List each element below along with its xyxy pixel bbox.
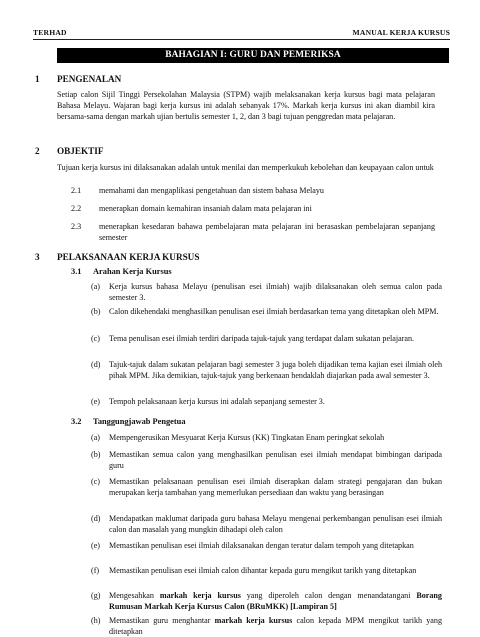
text-run: calon kepada MPM mengikut tarikh yang ditetapkan	[109, 616, 442, 636]
part-banner: BAHAGIAN I: GURU DAN PEMERIKSA	[57, 48, 449, 63]
list-item-text: Memastikan semua calon yang menghasilkan penulisan esei ilmiah mendapat bimbingan daripada guru	[109, 450, 442, 470]
list-item-marker: (a)	[91, 282, 100, 291]
objective-2-1-number: 2.1	[71, 186, 82, 195]
list-item-text: Calon dikehendaki menghasilkan penulisan esei ilmiah berdasarkan tema yang ditetapkan oleh MPM.	[109, 307, 439, 316]
list-item-text: Kerja kursus bahasa Melayu (penulisan esei ilmiah) wajib dilaksanakan oleh semua calon pada semester 3.	[109, 282, 442, 302]
bold-term: Borang Rumusan Markah Kerja Kursus Calon (BRuMKK) [Lampiran 5]	[109, 591, 442, 611]
section-1-body: Setiap calon Sijil Tinggi Persekolahan Malaysia (STPM) wajib melaksanakan kerja kursus bagi mata pelajaran Bahasa Melayu. Wajaran bagi kerja kursus ini adalah sebanyak 17%. Markah kerja kursus ini akan diambil kira bersama-sama dengan markah ujian bertulis semester 1, 2, dan 3 bagi tujuan penggredan mata pelajaran.	[57, 90, 435, 121]
objective-2-2-text: menerapkan domain kemahiran insaniah dalam mata pelajaran ini	[99, 204, 312, 213]
list-item-marker: (b)	[91, 450, 101, 459]
section-3-title: PELAKSANAAN KERJA KURSUS	[57, 252, 200, 262]
subsection-3-1-number: 3.1	[71, 267, 82, 276]
objective-2-3-text: menerapkan kesedaran bahawa pembelajaran mata pelajaran ini berasaskan pembelajaran sepanjang semester	[99, 222, 435, 242]
list-item-marker: (a)	[91, 433, 100, 442]
list-item-marker: (g)	[91, 591, 101, 600]
list-item-marker: (e)	[91, 541, 100, 550]
header-rule	[33, 39, 450, 40]
list-item-text: Mempengerusikan Mesyuarat Kerja Kursus (KK) Tingkatan Enam peringkat sekolah	[109, 433, 385, 442]
list-item-marker: (h)	[91, 616, 101, 625]
section-2-title: OBJEKTIF	[57, 146, 104, 156]
bold-term: markah kerja kursus	[214, 616, 293, 625]
list-item-text: Tema penulisan esei ilmiah terdiri daripada tajuk-tajuk yang terdapat dalam sukatan pelajaran.	[109, 334, 415, 343]
list-item-text: Memastikan penulisan esei ilmiah calon dihantar kepada guru mengikut tarikh yang ditetapkan	[109, 566, 417, 575]
list-item-text: Tajuk-tajuk dalam sukatan pelajaran bagi semester 3 juga boleh dijadikan tema kajian esei ilmiah oleh pihak MPM. Jika demikian, tajuk-tajuk yang berkenaan hendaklah diajarkan pada awal semester 3.	[109, 360, 442, 380]
list-item-marker: (c)	[91, 334, 100, 343]
header-classification: TERHAD	[33, 28, 67, 37]
section-2-body: Tujuan kerja kursus ini dilaksanakan adalah untuk menilai dan memperkukuh kebolehan dan keupayaan calon untuk	[57, 163, 434, 172]
text-run: Mengesahkan	[109, 591, 160, 600]
subsection-3-1-title: Arahan Kerja Kursus	[93, 267, 172, 276]
list-item-marker: (d)	[91, 514, 101, 523]
objective-2-1-text: memahami dan mengaplikasi pengetahuan dan sistem bahasa Melayu	[99, 186, 324, 195]
list-item-text	[109, 615, 442, 637]
objective-2-3-number: 2.3	[71, 222, 82, 231]
list-item-text: Tempoh pelaksanaan kerja kursus ini adalah sepanjang semester 3.	[109, 397, 325, 406]
header-manual-title: MANUAL KERJA KURSUS	[352, 28, 450, 37]
section-1-title: PENGENALAN	[57, 74, 122, 84]
section-3-number: 3	[35, 252, 40, 262]
text-run: yang diperoleh calon dengan menandatangani	[240, 591, 417, 600]
list-item-text	[109, 590, 442, 612]
bold-term: markah kerja kursus	[159, 591, 241, 600]
list-item-marker: (f)	[91, 566, 100, 575]
text-run: Memastikan guru menghantar	[109, 616, 215, 625]
section-2-number: 2	[35, 146, 40, 156]
list-item-marker: (d)	[91, 360, 101, 369]
list-item-text: Memastikan penulisan esei ilmiah dilaksanakan dengan teratur dalam tempoh yang ditetapkan	[109, 541, 414, 550]
list-item-text: Memastikan pelaksanaan penulisan esei ilmiah diserapkan dalam strategi pengajaran dan bukan merupakan kerja tambahan yang memerlukan persediaan dan waktu yang berasingan	[109, 477, 442, 497]
objective-2-2-number: 2.2	[71, 204, 82, 213]
list-item-marker: (c)	[91, 477, 100, 486]
subsection-3-2-title: Tanggungjawab Pengetua	[93, 417, 186, 426]
list-item-marker: (e)	[91, 397, 100, 406]
section-1-number: 1	[35, 74, 40, 84]
list-item-marker: (b)	[91, 307, 101, 316]
subsection-3-2-number: 3.2	[71, 417, 82, 426]
list-item-text: Mendapatkan maklumat daripada guru bahasa Melayu mengenai perkembangan penulisan esei ilmiah calon dan masalah yang mungkin dihadapi oleh calon	[109, 514, 442, 534]
